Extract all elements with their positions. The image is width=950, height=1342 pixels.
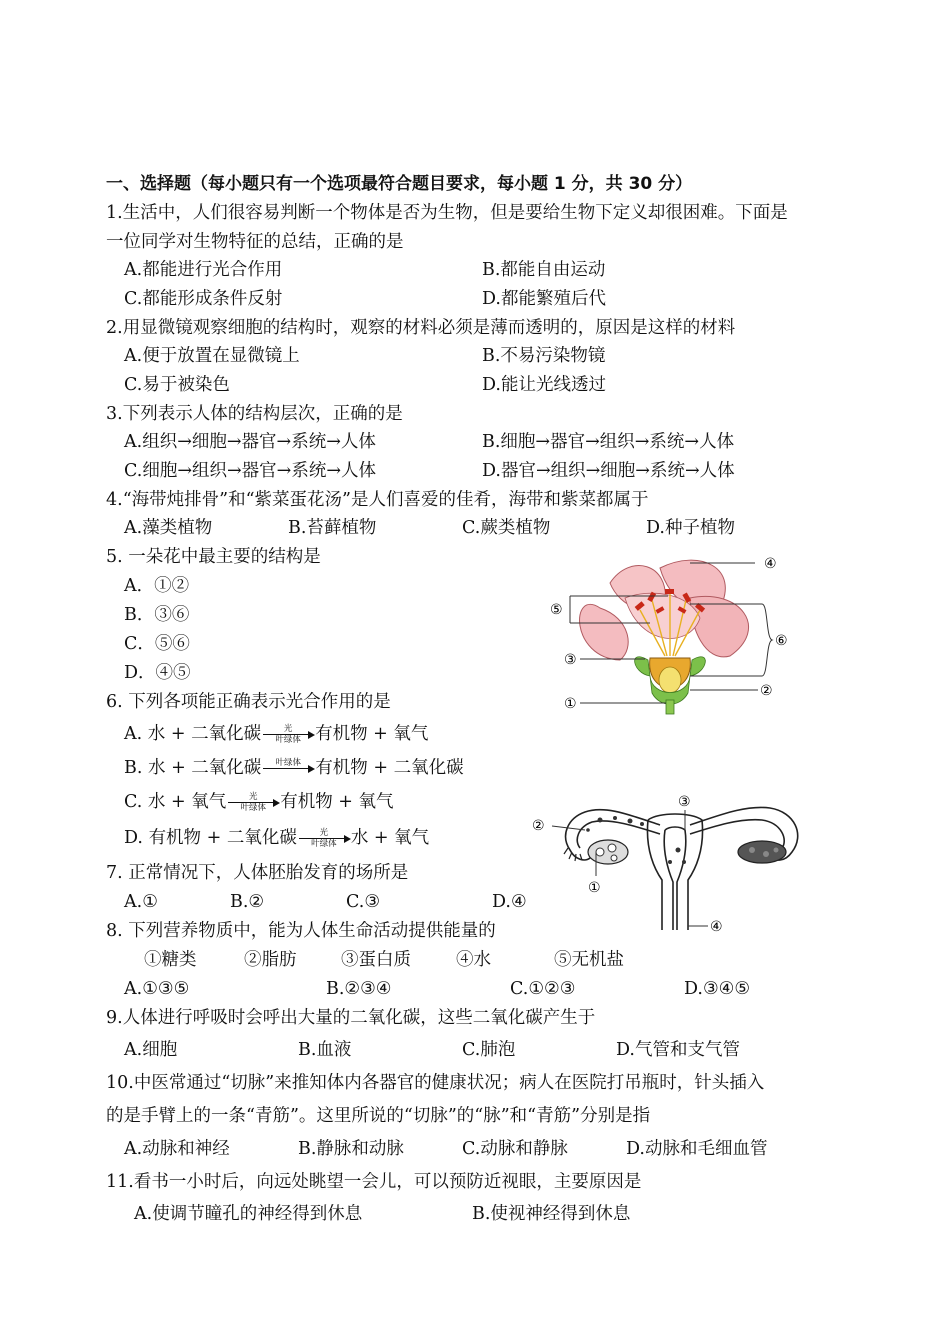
q8-item-2: ②脂肪 [244, 950, 297, 970]
flower-diagram [540, 548, 810, 720]
q1-option-c[interactable]: C.都能形成条件反射 [124, 289, 283, 309]
flower-label-3: ③ [564, 652, 577, 668]
flower-label-5: ⑤ [550, 602, 563, 618]
q3-option-a[interactable]: A.组织→细胞→器官→系统→人体 [124, 432, 376, 452]
uterus-label-4: ④ [710, 919, 723, 935]
q5-option-c[interactable]: C．⑤⑥ [124, 634, 190, 654]
q2-option-b[interactable]: B.不易污染物镜 [482, 346, 606, 366]
q3-option-b[interactable]: B.细胞→器官→组织→系统→人体 [482, 432, 735, 452]
uterus-diagram [530, 790, 820, 940]
q1-option-d[interactable]: D.都能繁殖后代 [482, 289, 606, 309]
q11-stem: 11.看书一小时后，向远处眺望一会儿，可以预防近视眼，主要原因是 [106, 1172, 642, 1192]
q2-option-d[interactable]: D.能让光线透过 [482, 375, 606, 395]
q7-option-d[interactable]: D.④ [492, 892, 527, 912]
flower-label-2: ② [760, 683, 773, 699]
q8-option-a[interactable]: A.①③⑤ [124, 979, 190, 999]
q9-option-b[interactable]: B.血液 [298, 1040, 352, 1060]
q4-option-c[interactable]: C.蕨类植物 [462, 518, 551, 538]
q9-option-a[interactable]: A.细胞 [124, 1040, 178, 1060]
q5-option-d[interactable]: D．④⑤ [124, 663, 191, 683]
q9-option-d[interactable]: D.气管和支气管 [616, 1040, 740, 1060]
q3-option-c[interactable]: C.细胞→组织→器官→系统→人体 [124, 461, 376, 481]
q6-option-b[interactable]: B. 水 + 二氧化碳 叶绿体 有机物 + 二氧化碳 [124, 758, 464, 778]
q5-option-a[interactable]: A．①② [124, 576, 190, 596]
q10-option-c[interactable]: C.动脉和静脉 [462, 1139, 568, 1159]
q5-stem: 5. 一朵花中最主要的结构是 [106, 547, 321, 567]
uterus-label-1: ① [588, 880, 601, 896]
q9-stem: 9.人体进行呼吸时会呼出大量的二氧化碳，这些二氧化碳产生于 [106, 1008, 596, 1028]
q8-option-b[interactable]: B.②③④ [326, 979, 392, 999]
q8-item-4: ④水 [456, 950, 491, 970]
q11-option-b[interactable]: B.使视神经得到休息 [472, 1204, 631, 1224]
q8-item-1: ①糖类 [144, 950, 197, 970]
q7-option-c[interactable]: C.③ [346, 892, 381, 912]
q2-stem: 2.用显微镜观察细胞的结构时，观察的材料必须是薄而透明的，原因是这样的材料 [106, 318, 736, 338]
q1-option-b[interactable]: B.都能自由运动 [482, 260, 606, 280]
q6-stem: 6. 下列各项能正确表示光合作用的是 [106, 692, 391, 712]
q7-stem: 7. 正常情况下，人体胚胎发育的场所是 [106, 863, 409, 883]
q6-option-a[interactable]: A. 水 + 二氧化碳 光 叶绿体 有机物 + 氧气 [124, 724, 429, 745]
q10-option-a[interactable]: A.动脉和神经 [124, 1139, 230, 1159]
q8-item-3: ③蛋白质 [341, 950, 411, 970]
q10-option-d[interactable]: D.动脉和毛细血管 [626, 1139, 768, 1159]
q3-option-d[interactable]: D.器官→组织→细胞→系统→人体 [482, 461, 735, 481]
q2-option-c[interactable]: C.易于被染色 [124, 375, 230, 395]
uterus-label-2: ② [532, 818, 545, 834]
q10-stem-line1: 10.中医常通过“切脉”来推知体内各器官的健康状况；病人在医院打吊瓶时，针头插入 [106, 1073, 765, 1093]
q8-stem: 8. 下列营养物质中，能为人体生命活动提供能量的 [106, 921, 496, 941]
q6-option-d[interactable]: D. 有机物 + 二氧化碳 光 叶绿体 水 + 氧气 [124, 828, 430, 849]
q7-option-a[interactable]: A.① [124, 892, 158, 912]
q1-stem-line2: 一位同学对生物特征的总结，正确的是 [106, 232, 404, 252]
q2-option-a[interactable]: A.便于放置在显微镜上 [124, 346, 300, 366]
q4-stem: 4.“海带炖排骨”和“紫菜蛋花汤”是人们喜爱的佳肴，海带和紫菜都属于 [106, 490, 649, 510]
q6-option-c[interactable]: C. 水 + 氧气 光 叶绿体 有机物 + 氧气 [124, 792, 394, 813]
section-title: 一、选择题（每小题只有一个选项最符合题目要求，每小题 1 分，共 30 分） [106, 174, 693, 194]
reaction-arrow: 光 叶绿体 [263, 724, 313, 745]
reaction-arrow: 光 叶绿体 [228, 792, 278, 813]
q11-option-a[interactable]: A.使调节瞳孔的神经得到休息 [134, 1204, 363, 1224]
q10-stem-line2: 的是手臂上的一条“青筋”。这里所说的“切脉”的“脉”和“青筋”分别是指 [106, 1106, 651, 1126]
reaction-arrow: 叶绿体 [263, 758, 313, 779]
uterus-label-3: ③ [678, 794, 691, 810]
q4-option-d[interactable]: D.种子植物 [646, 518, 735, 538]
q1-stem-line1: 1.生活中，人们很容易判断一个物体是否为生物，但是要给生物下定义却很困难。下面是 [106, 203, 788, 223]
q8-option-c[interactable]: C.①②③ [510, 979, 576, 999]
q9-option-c[interactable]: C.肺泡 [462, 1040, 516, 1060]
flower-label-6: ⑥ [775, 633, 788, 649]
reaction-arrow: 光 叶绿体 [299, 828, 349, 849]
q7-option-b[interactable]: B.② [230, 892, 265, 912]
flower-label-1: ① [564, 696, 577, 712]
flower-label-4: ④ [764, 556, 777, 572]
q10-option-b[interactable]: B.静脉和动脉 [298, 1139, 404, 1159]
q5-option-b[interactable]: B．③⑥ [124, 605, 190, 625]
q4-option-a[interactable]: A.藻类植物 [124, 518, 213, 538]
q3-stem: 3.下列表示人体的结构层次，正确的是 [106, 404, 403, 424]
q8-option-d[interactable]: D.③④⑤ [684, 979, 751, 999]
q1-option-a[interactable]: A.都能进行光合作用 [124, 260, 283, 280]
q4-option-b[interactable]: B.苔藓植物 [288, 518, 377, 538]
q8-item-5: ⑤无机盐 [554, 950, 624, 970]
